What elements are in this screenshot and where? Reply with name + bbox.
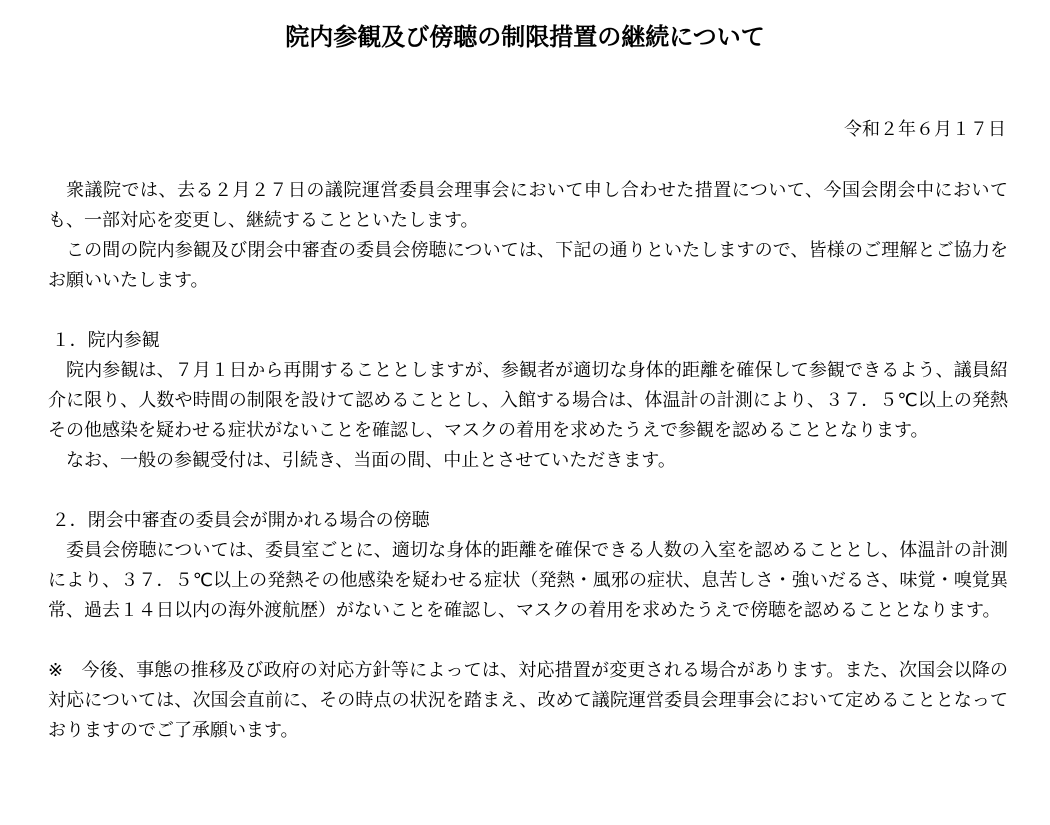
intro-paragraph-1: 衆議院では、去る２月２７日の議院運営委員会理事会において申し合わせた措置について、今国会閉会中においても、一部対応を変更し、継続することといたします。 [48, 180, 1008, 231]
section-1-paragraph-2: なお、一般の参観受付は、引続き、当面の間、中止とさせていただきます。 [66, 450, 676, 471]
section-1-heading: １．院内参観 [51, 330, 160, 351]
intro-paragraph-2: この間の院内参観及び閉会中審査の委員会傍聴については、下記の通りといたしますので、皆様のご理解とご協力をお願いいたします。 [48, 240, 1008, 291]
closing-note: ※ 今後、事態の推移及び政府の対応方針等によっては、対応措置が変更される場合があります。また、次国会以降の対応については、次国会直前に、その時点の状況を踏まえ、改めて議院運営委員会理事会において定めることとなっておりますのでご了承願います。 [48, 660, 1008, 741]
section-1-paragraph-1: 院内参観は、７月１日から再開することとしますが、参観者が適切な身体的距離を確保して参観できるよう、議員紹介に限り、人数や時間の制限を設けて認めることとし、入館する場合は、体温計の計測により、３７．５℃以上の発熱その他感染を疑わせる症状がないことを確認し、マスクの着用を求めたうえで参観を認めることとなります。 [48, 360, 1008, 441]
spacer [48, 626, 1008, 656]
spacer [48, 296, 1008, 326]
document-date: 令和２年６月１７日 [844, 119, 1006, 140]
document-body [48, 176, 1008, 746]
section-2-paragraph-1: 委員会傍聴については、委員室ごとに、適切な身体的距離を確保できる人数の入室を認めることとし、体温計の計測により、３７．５℃以上の発熱その他感染を疑わせる症状（発熱・風邪の症状、息苦しさ・強いだるさ、味覚・嗅覚異常、過去１４日以内の海外渡航歴）がないことを確認し、マスクの着用を求めたうえで傍聴を認めることとなります。 [48, 540, 1008, 621]
document-title: 院内参観及び傍聴の制限措置の継続について [285, 23, 765, 51]
spacer [48, 476, 1008, 506]
section-2-heading: ２．閉会中審査の委員会が開かれる場合の傍聴 [51, 510, 430, 531]
